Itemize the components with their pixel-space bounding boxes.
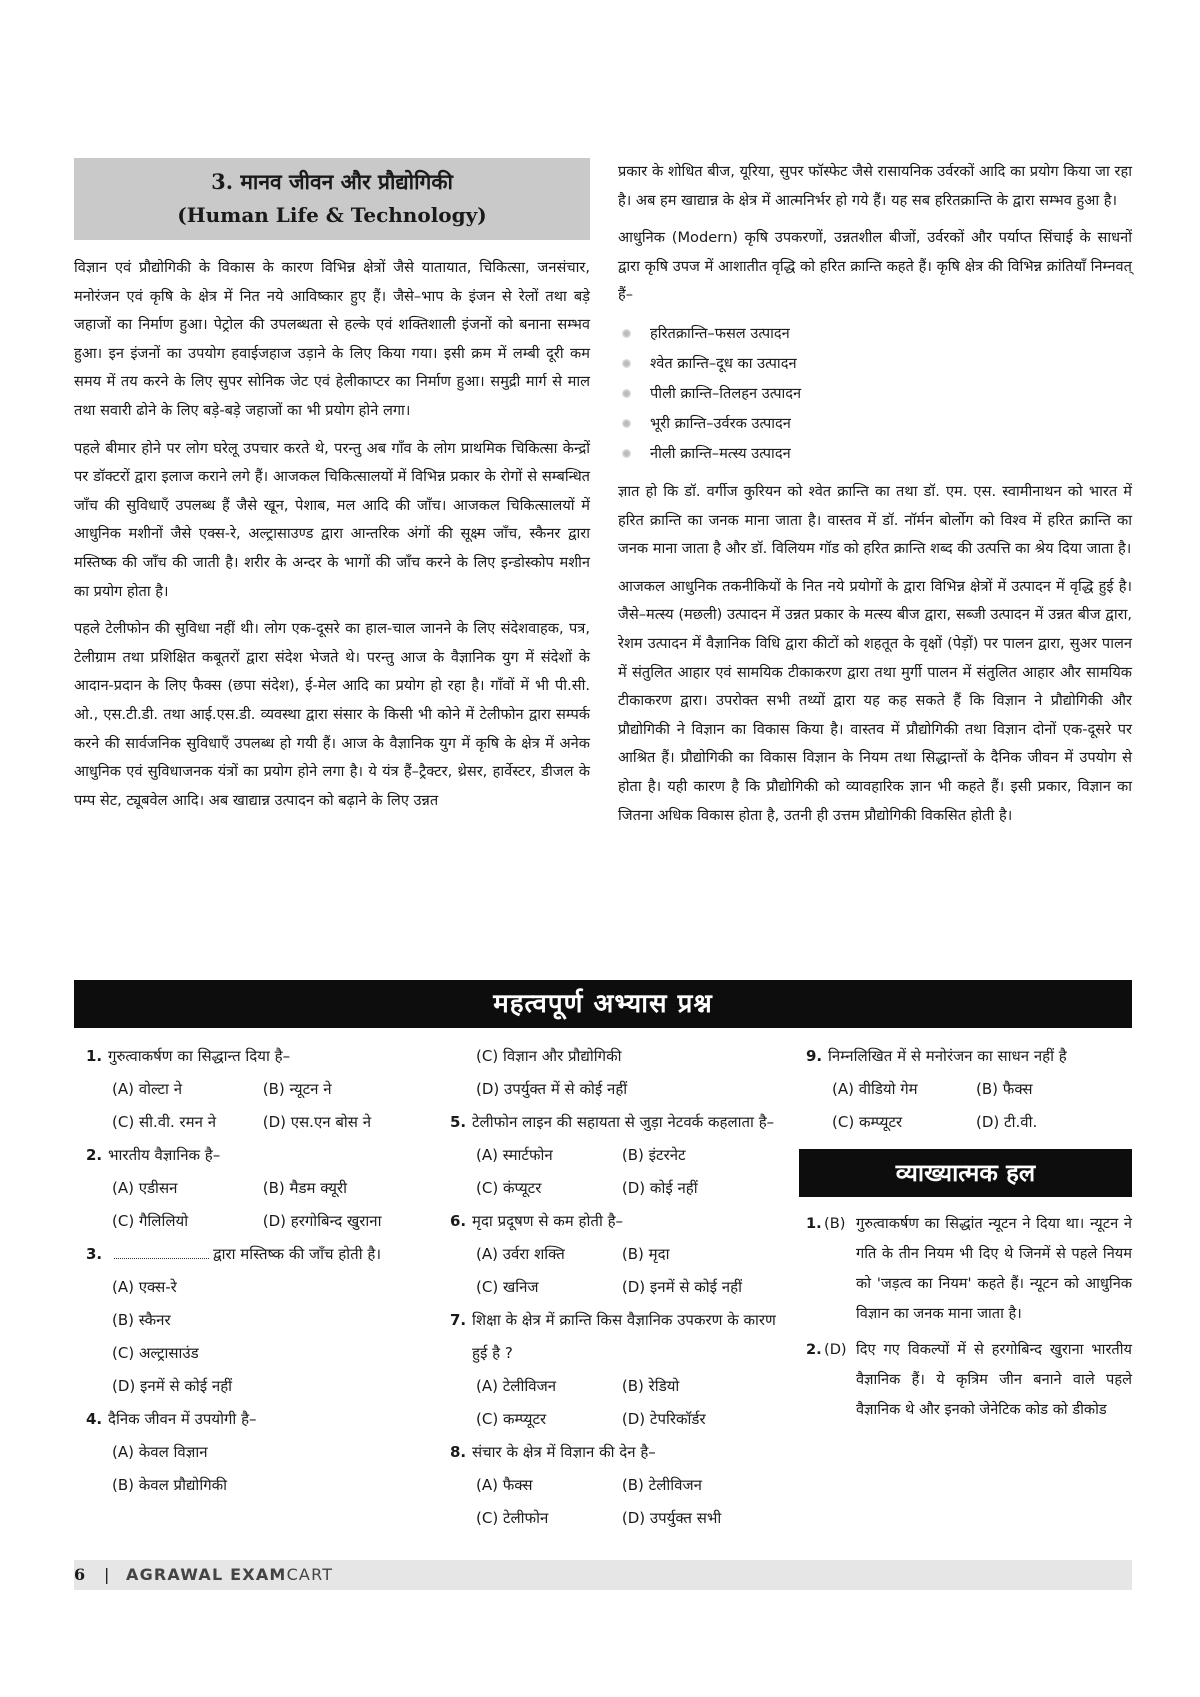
question-text: मृदा प्रदूषण से कम होती है–: [472, 1212, 624, 1230]
fill-in-blank: [114, 1258, 209, 1259]
question-number: 4.: [86, 1410, 103, 1428]
question-number: 3.: [86, 1245, 103, 1263]
question-text: दैनिक जीवन में उपयोगी है–: [108, 1410, 257, 1428]
question-7: [450, 1304, 780, 1370]
question-4-options-part2: [450, 1040, 780, 1106]
right-column: [618, 158, 1132, 839]
option-c: (C) सी.वी. रमन ने: [112, 1113, 217, 1131]
question-7-options: [450, 1370, 780, 1436]
question-3: [86, 1238, 426, 1271]
question-number: 7.: [450, 1311, 467, 1329]
question-number: 5.: [450, 1113, 467, 1131]
option-d: (D) उपर्युक्त सभी: [621, 1509, 722, 1527]
solution-number: 1.: [806, 1215, 822, 1232]
option-b: (B) फैक्स: [976, 1080, 1033, 1098]
option-a: (A) स्मार्टफोन: [476, 1146, 553, 1164]
practice-questions-banner: महत्वपूर्ण अभ्यास प्रश्न: [74, 980, 1132, 1028]
option-c: (C) गैलिलियो: [112, 1212, 189, 1230]
paragraph: विज्ञान एवं प्रौद्योगिकी के विकास के कारण विभिन्न क्षेत्रों जैसे यातायात, चिकित्सा, जनसंचार, मनोरंजन एवं कृषि के क्षेत्र में नित नये आविष्कार हुए हैं। जैसे–भाप के इंजन से रेलों तथा बड़े जहाजों का निर्माण हुआ। पेट्रोल की उपलब्धता से हल्के एवं शक्तिशाली इंजनों को बनाना सम्भव हुआ। इन इंजनों का उपयोग हवाईजहाज उड़ाने के लिए किया गया। इसी क्रम में लम्बी दूरी कम समय में तय करने के लिए सुपर सोनिक जेट एवं हेलीकाप्टर का निर्माण हुआ। समुद्री मार्ग से माल तथा सवारी ढोने के लिए बड़े-बड़े जहाजों का भी प्रयोग होने लगा।: [74, 259, 590, 419]
question-6-options: [450, 1238, 780, 1304]
question-number: 8.: [450, 1443, 467, 1461]
questions-column-3: [806, 1040, 1132, 1431]
question-number: 1.: [86, 1047, 103, 1065]
questions-column-1: [86, 1040, 426, 1502]
option-b: (B) मैडम क्यूरी: [262, 1179, 347, 1197]
revolution-list: [618, 319, 1132, 469]
question-2: [86, 1139, 426, 1172]
option-b: (B) केवल प्रौद्योगिकी: [112, 1476, 228, 1494]
option-c: (C) विज्ञान और प्रौद्योगिकी: [476, 1047, 622, 1065]
option-c: (C) अल्ट्रासाउंड: [112, 1344, 199, 1362]
question-2-options: [86, 1172, 426, 1238]
publisher-brand: [126, 1560, 333, 1590]
solution-answer: (B): [824, 1215, 846, 1232]
option-d: (D) हरगोबिन्द खुराना: [262, 1212, 382, 1230]
option-a: (A) वीडियो गेम: [832, 1080, 918, 1098]
question-text: गुरुत्वाकर्षण का सिद्धान्त दिया है–: [108, 1047, 291, 1065]
option-d: (D) टी.वी.: [976, 1113, 1038, 1131]
solutions-banner: व्याख्यात्मक हल: [799, 1149, 1132, 1197]
section-title-box: [74, 158, 590, 240]
question-4-options-part1: [86, 1436, 426, 1502]
option-a: (A) केवल विज्ञान: [112, 1443, 208, 1461]
question-text: द्वारा मस्तिष्क की जाँच होती है।: [213, 1245, 382, 1263]
question-8-options: [450, 1469, 780, 1535]
question-1: [86, 1040, 426, 1073]
paragraph: आधुनिक (Modern) कृषि उपकरणों, उन्नतशील बीजों, उर्वरकों और पर्याप्त सिंचाई के साधनों द्वारा कृषि उपज में आशातीत वृद्धि को हरित क्रान्ति कहते हैं। कृषि क्षेत्र की विभिन्न क्रांतियाँ निम्नवत् हैं–: [618, 229, 1132, 304]
option-b: (B) स्कैनर: [112, 1311, 171, 1329]
page-number: 6: [74, 1565, 86, 1584]
option-a: (A) एक्स-रे: [112, 1278, 177, 1296]
solution-number: 2.: [806, 1341, 822, 1358]
question-8: [450, 1436, 780, 1469]
option-c: (C) कम्प्यूटर: [832, 1113, 903, 1131]
list-item: हरितक्रान्ति–फसल उत्पादन: [618, 319, 1132, 349]
option-a: (A) एडीसन: [112, 1179, 178, 1197]
option-a: (A) उर्वरा शक्ति: [476, 1245, 565, 1263]
solution-text: गुरुत्वाकर्षण का सिद्धांत न्यूटन ने दिया था। न्यूटन ने गति के तीन नियम भी दिए थे जिनमें से पहले नियम को 'जड़त्व का नियम' कहते हैं। न्यूटन को आधुनिक विज्ञान का जनक माना जाता है।: [856, 1215, 1132, 1322]
brand-bold: AGRAWAL EXAM: [126, 1565, 287, 1584]
option-d: (D) इनमें से कोई नहीं: [621, 1278, 742, 1296]
question-number: 2.: [86, 1146, 103, 1164]
list-item: नीली क्रान्ति–मत्स्य उत्पादन: [618, 439, 1132, 469]
option-b: (B) न्यूटन ने: [262, 1080, 332, 1098]
section-title-hindi: 3. मानव जीवन और प्रौद्योगिकी: [211, 169, 453, 194]
option-b: (B) टेलीविजन: [621, 1476, 702, 1494]
option-b: (B) रेडियो: [621, 1377, 680, 1395]
paragraph: प्रकार के शोधित बीज, यूरिया, सुपर फॉस्फेट जैसे रासायनिक उर्वरकों आदि का प्रयोग किया जा रहा है। अब हम खाद्यान्न के क्षेत्र में आत्मनिर्भर हो गये हैं। यह सब हरितक्रान्ति के द्वारा सम्भव हुआ है।: [618, 163, 1132, 209]
paragraph: पहले बीमार होने पर लोग घरेलू उपचार करते थे, परन्तु अब गाँव के लोग प्राथमिक चिकित्सा केन्द्रों पर डॉक्टरों द्वारा इलाज कराने लगे हैं। आजकल चिकित्सालयों में विभिन्न प्रकार के रोगों से सम्बन्धित जाँच की सुविधाएँ उपलब्ध हैं जैसे खून, पेशाब, मल आदि की जाँच। आजकल चिकित्सालयों में आधुनिक मशीनों जैसे एक्स-रे, अल्ट्रासाउण्ड द्वारा आन्तरिक अंगों की सूक्ष्म जाँच, स्कैनर द्वारा मस्तिष्क की जाँच की जाती है। शरीर के अन्दर के भागों की जाँच करने के लिए इन्डोस्कोप मशीन का प्रयोग होता है।: [74, 439, 590, 600]
solution-1: [806, 1209, 1132, 1329]
option-d: (D) कोई नहीं: [621, 1179, 698, 1197]
question-text: शिक्षा के क्षेत्र में क्रान्ति किस वैज्ञानिक उपकरण के कारण हुई है ?: [472, 1311, 776, 1362]
paragraph: आजकल आधुनिक तकनीकियों के नित नये प्रयोगों के द्वारा विभिन्न क्षेत्रों में उत्पादन में वृद्धि हुई है। जैसे–मत्स्य (मछली) उत्पादन में उन्नत प्रकार के मत्स्य बीज द्वारा, सब्जी उत्पादन में उन्नत बीज द्वारा, रेशम उत्पादन में वैज्ञानिक विधि द्वारा कीटों को शहतूत के वृक्षों (पेड़ों) पर पालन द्वारा, सुअर पालन में संतुलित आहार एवं सामयिक टीकाकरण द्वारा तथा मुर्गी पालन में संतुलित आहार और सामयिक टीकाकरण द्वारा। उपरोक्त सभी तथ्यों द्वारा यह कह सकते हैं कि विज्ञान ने प्रौद्योगिकी और प्रौद्योगिकी ने विज्ञान का विकास किया है। वास्तव में प्रौद्योगिकी तथा विज्ञान दोनों एक-दूसरे पर आश्रित हैं। प्रौद्योगिकी का विकास विज्ञान के नियम तथा सिद्धान्तों के दैनिक जीवन में उपयोग से होता है। यही कारण है कि प्रौद्योगिकी को व्यावहारिक ज्ञान भी कहते हैं। इसी प्रकार, विज्ञान का जितना अधिक विकास होता है, उतनी ही उत्तम प्रौद्योगिकी विकसित होती है।: [618, 577, 1132, 824]
question-6: [450, 1205, 780, 1238]
option-d: (D) एस.एन बोस ने: [262, 1113, 372, 1131]
paragraph: ज्ञात हो कि डॉ. वर्गीज कुरियन को श्वेत क्रान्ति का तथा डॉ. एम. एस. स्वामीनाथन को भारत में हरित क्रान्ति का जनक माना जाता है। वास्तव में डॉ. नॉर्मन बोर्लोग को विश्व में हरित क्रान्ति का जनक माना जाता है और डॉ. विलियम गॉड को हरित क्रान्ति शब्द की उत्पत्ति का श्रेय दिया जाता है।: [618, 482, 1132, 558]
question-number: 6.: [450, 1212, 467, 1230]
question-text: टेलीफोन लाइन की सहायता से जुड़ा नेटवर्क कहलाता है–: [472, 1113, 775, 1131]
question-9-options: [806, 1073, 1132, 1139]
question-3-options: [86, 1271, 426, 1403]
list-item: श्वेत क्रान्ति–दूध का उत्पादन: [618, 349, 1132, 379]
section-title-english: (Human Life & Technology): [177, 203, 487, 227]
option-a: (A) फैक्स: [476, 1476, 533, 1494]
solution-text: दिए गए विकल्पों में से हरगोबिन्द खुराना भारतीय वैज्ञानिक हैं। ये कृत्रिम जीन बनाने वाले पहले वैज्ञानिक थे और इनको जेनेटिक कोड को डीकोड: [856, 1341, 1132, 1418]
option-d: (D) उपर्युक्त में से कोई नहीं: [476, 1080, 628, 1098]
paragraph: पहले टेलीफोन की सुविधा नहीं थी। लोग एक-दूसरे का हाल-चाल जानने के लिए संदेशवाहक, पत्र, टेलीग्राम तथा प्रशिक्षित कबूतरों द्वारा संदेश भेजते थे। परन्तु आज के वैज्ञानिक युग में संदेशों के आदान-प्रदान के लिए फैक्स (छपा संदेश), ई-मेल आदि का प्रयोग हो रहा है। गाँवों में भी पी.सी. ओ., एस.टी.डी. तथा आई.एस.डी. व्यवस्था द्वारा संसार के किसी भी कोने में टेलीफोन द्वारा सम्पर्क करने की सार्वजनिक सुविधाएँ उपलब्ध हो गयी हैं। आज के वैज्ञानिक युग में कृषि के क्षेत्र में अनेक आधुनिक एवं सुविधाजनक यंत्रों का प्रयोग होने लगा है। ये यंत्र हैं–ट्रैक्टर, थ्रेसर, हार्वेस्टर, डीजल के पम्प सेट, ट्यूबवेल आदि। अब खाद्यान्न उत्पादन को बढ़ाने के लिए उन्नत: [74, 620, 590, 809]
question-1-options: [86, 1073, 426, 1139]
questions-column-2: [450, 1040, 780, 1535]
question-9: [806, 1040, 1132, 1073]
question-4: [86, 1403, 426, 1436]
option-b: (B) मृदा: [621, 1245, 670, 1263]
question-text: निम्नलिखित में से मनोरंजन का साधन नहीं है: [828, 1047, 1067, 1065]
option-c: (C) कंप्यूटर: [476, 1179, 542, 1197]
brand-light: CART: [286, 1565, 334, 1584]
solution-2: [806, 1335, 1132, 1425]
question-number: 9.: [806, 1047, 823, 1065]
page-footer: [74, 1560, 1132, 1590]
question-text: संचार के क्षेत्र में विज्ञान की देन है–: [472, 1443, 656, 1461]
question-5: [450, 1106, 780, 1139]
option-a: (A) टेलीविजन: [476, 1377, 557, 1395]
option-b: (B) इंटरनेट: [621, 1146, 686, 1164]
option-c: (C) टेलीफोन: [476, 1509, 549, 1527]
option-c: (C) कम्प्यूटर: [476, 1410, 547, 1428]
list-item: पीली क्रान्ति–तिलहन उत्पादन: [618, 379, 1132, 409]
left-column: [74, 158, 590, 824]
question-text: भारतीय वैज्ञानिक है–: [108, 1146, 221, 1164]
option-d: (D) टेपरिकॉर्डर: [621, 1410, 706, 1428]
option-a: (A) वोल्टा ने: [112, 1080, 183, 1098]
question-5-options: [450, 1139, 780, 1205]
footer-separator: |: [104, 1565, 110, 1584]
list-item: भूरी क्रान्ति–उर्वरक उत्पादन: [618, 409, 1132, 439]
option-d: (D) इनमें से कोई नहीं: [112, 1377, 233, 1395]
solution-answer: (D): [824, 1341, 847, 1358]
option-c: (C) खनिज: [476, 1278, 539, 1296]
